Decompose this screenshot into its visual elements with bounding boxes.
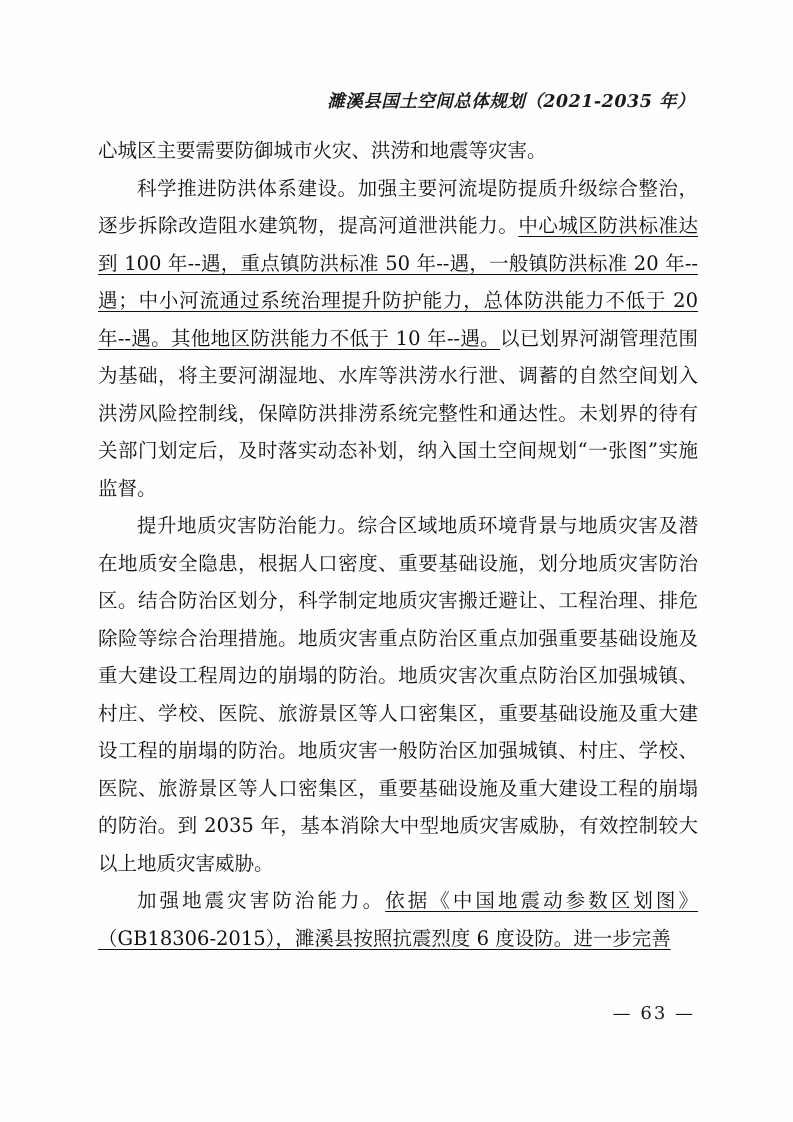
text-run: 加强地震灾害防治能力。 (137, 889, 386, 912)
paragraph (98, 507, 698, 882)
text-run: 科学推进防洪体系建设。加强主要河流堤防提质升级综合整治，逐步拆除改造阻水建筑物，提高河道泄洪能力。 (98, 176, 698, 237)
underlined-text-run: 依据《中国地震动参数区划图》（GB18306-2015），濉溪县按照抗震烈度 6 度设防。进一步完善 (98, 889, 698, 950)
underlined-text-run: 中心城区防洪标准达到 100 年--遇，重点镇防洪标准 50 年--遇，一般镇防洪标准 20 年--遇；中小河流通过系统治理提升防护能力，总体防洪能力不低于 20 年--遇。其他地区防洪能力不低于 10 年--遇。 (98, 214, 698, 350)
text-run: 以已划界河湖管理范围为基础，将主要河湖湿地、水库等洪涝水行泄、调蓄的自然空间划入洪涝风险控制线，保障防洪排涝系统完整性和通达性。未划界的待有关部门划定后，及时落实动态补划，纳入国土空间规划“一张图”实施监督。 (98, 326, 698, 500)
paragraph (98, 882, 698, 957)
page-number: — 63 — (612, 1003, 695, 1024)
header-title: 濉溪县国土空间总体规划（2021-2035 年） (327, 92, 695, 112)
text-run: 心城区主要需要防御城市火灾、洪涝和地震等灾害。 (98, 139, 547, 162)
paragraph (98, 170, 698, 508)
page-body (98, 132, 698, 957)
page-footer (0, 1003, 793, 1024)
paragraph (98, 132, 698, 170)
page-header (0, 88, 793, 113)
text-run: 提升地质灾害防治能力。综合区域地质环境背景与地质灾害及潜在地质安全隐患，根据人口密度、重要基础设施，划分地质灾害防治区。结合防治区划分，科学制定地质灾害搬迁避让、工程治理、排危除险等综合治理措施。地质灾害重点防治区重点加强重要基础设施及重大建设工程周边的崩塌的防治。地质灾害次重点防治区加强城镇、村庄、学校、医院、旅游景区等人口密集区，重要基础设施及重大建设工程的崩塌的防治。地质灾害一般防治区加强城镇、村庄、学校、医院、旅游景区等人口密集区，重要基础设施及重大建设工程的崩塌的防治。到 2035 年，基本消除大中型地质灾害威胁，有效控制较大以上地质灾害威胁。 (98, 514, 698, 875)
